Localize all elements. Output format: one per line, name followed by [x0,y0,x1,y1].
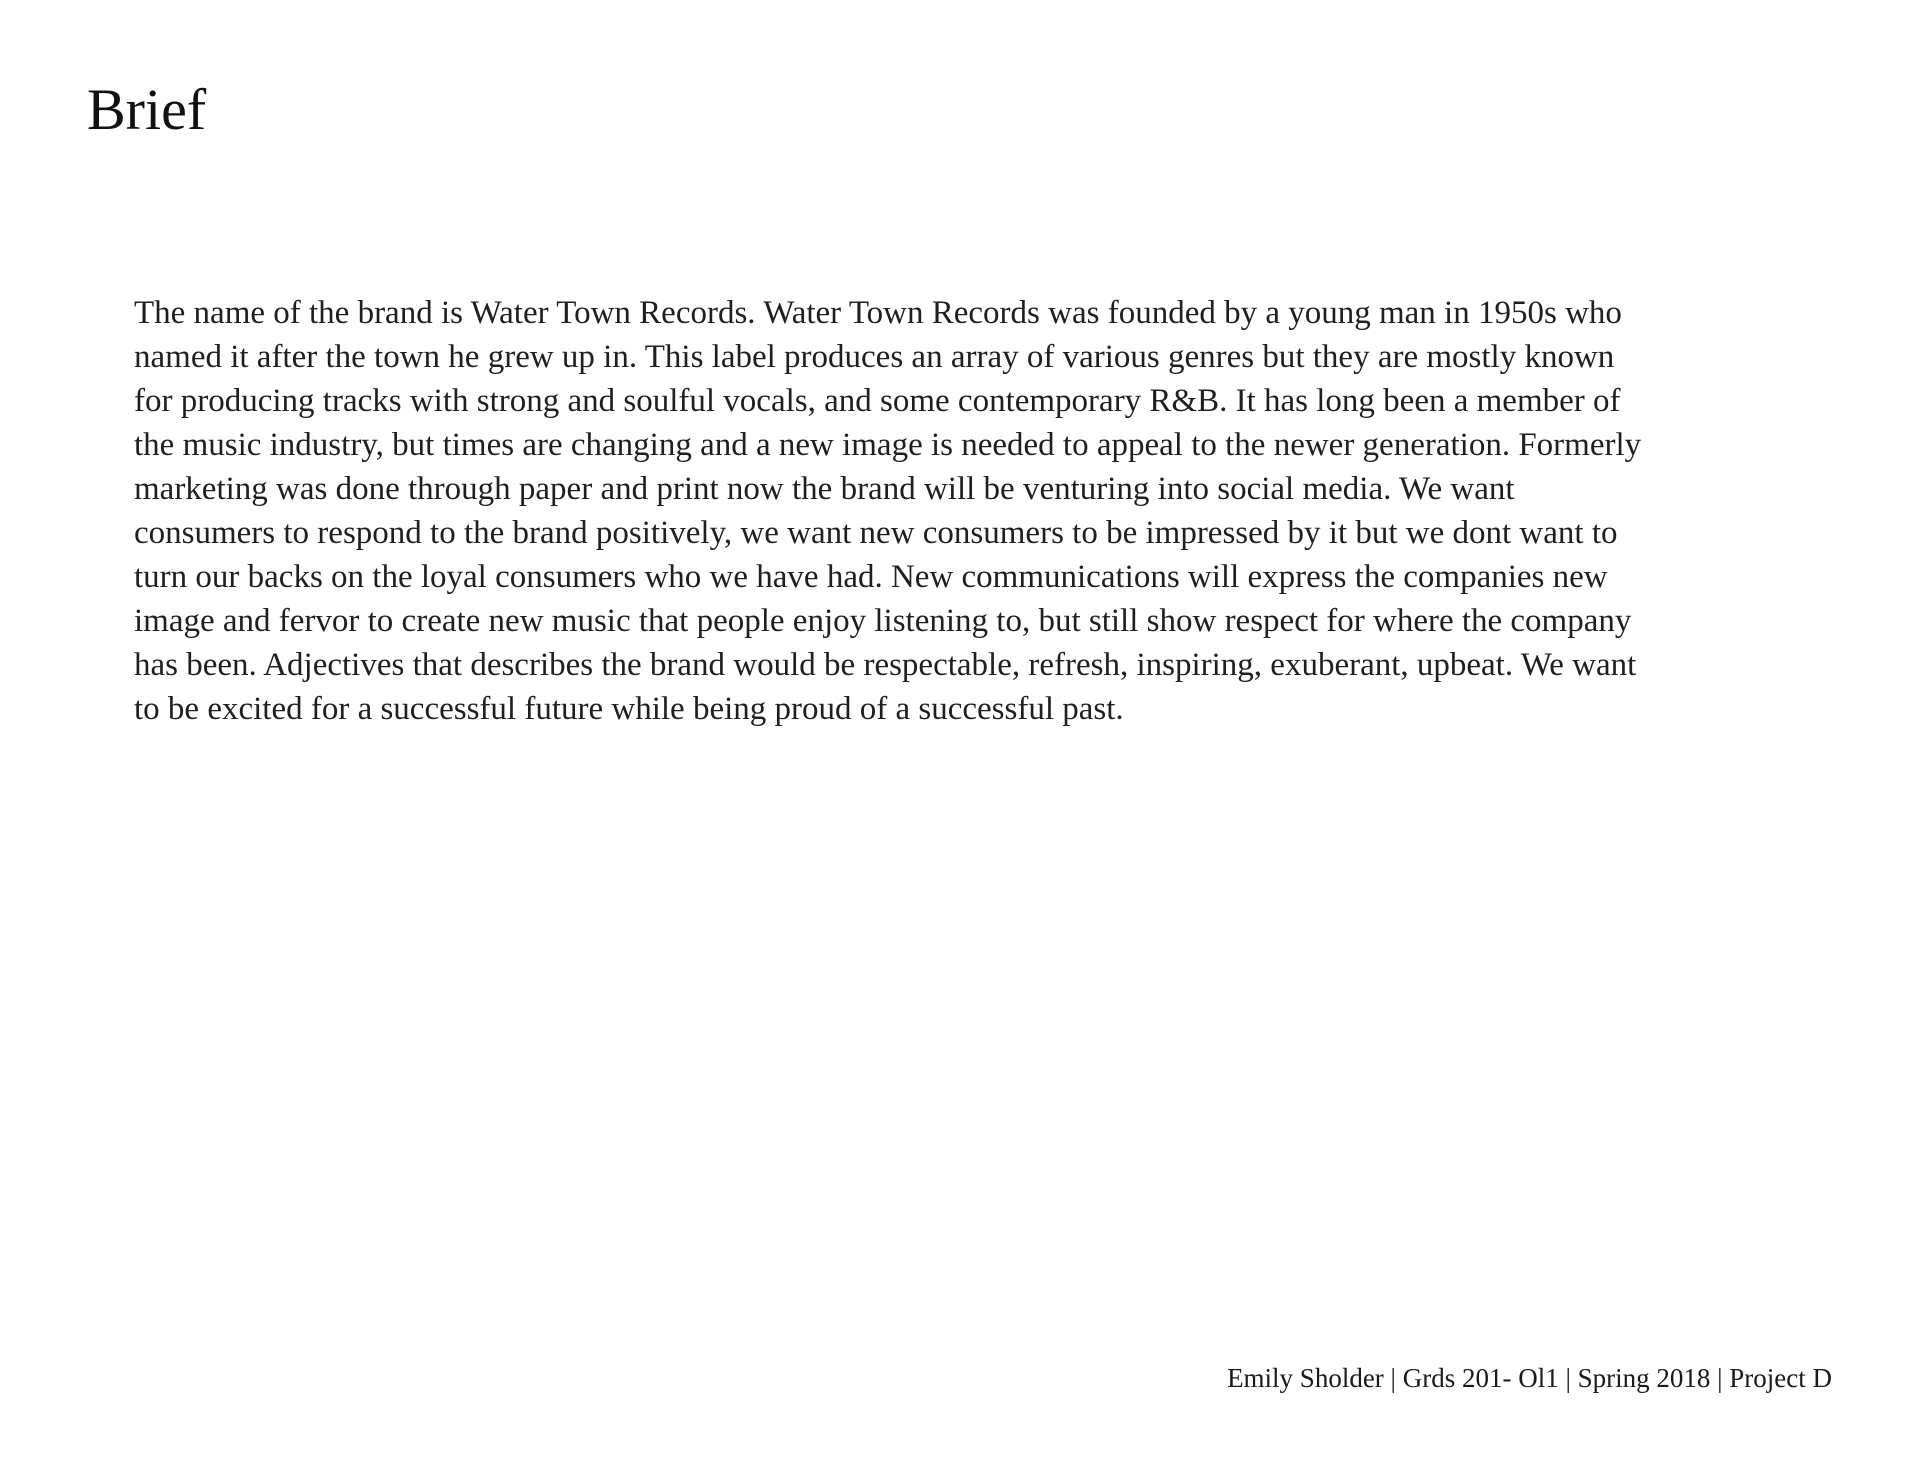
page-title: Brief [87,77,207,142]
brief-line: the music industry, but times are changing and a new image is needed to appeal to the newer generation. Formerly [134,427,1642,463]
brief-line: The name of the brand is Water Town Records. Water Town Records was founded by a young man in 1950s who [134,295,1622,331]
brief-paragraph [134,291,1641,731]
brief-line: named it after the town he grew up in. This label produces an array of various genres but they are mostly known [134,339,1615,375]
brief-line: to be excited for a successful future while being proud of a successful past. [134,691,1124,727]
brief-line: has been. Adjectives that describes the brand would be respectable, refresh, inspiring, exuberant, upbeat. We want [134,647,1637,683]
brief-line: marketing was done through paper and print now the brand will be venturing into social media. We want [134,471,1515,507]
brief-line: consumers to respond to the brand positively, we want new consumers to be impressed by it but we dont want to [134,515,1618,551]
brief-line: turn our backs on the loyal consumers who we have had. New communications will express the companies new [134,559,1608,595]
footer-credit: Emily Sholder | Grds 201- Ol1 | Spring 2018 | Project D [1227,1363,1832,1393]
brief-line: for producing tracks with strong and soulful vocals, and some contemporary R&B. It has long been a member of [134,383,1621,419]
brief-line: image and fervor to create new music that people enjoy listening to, but still show respect for where the company [134,603,1632,639]
